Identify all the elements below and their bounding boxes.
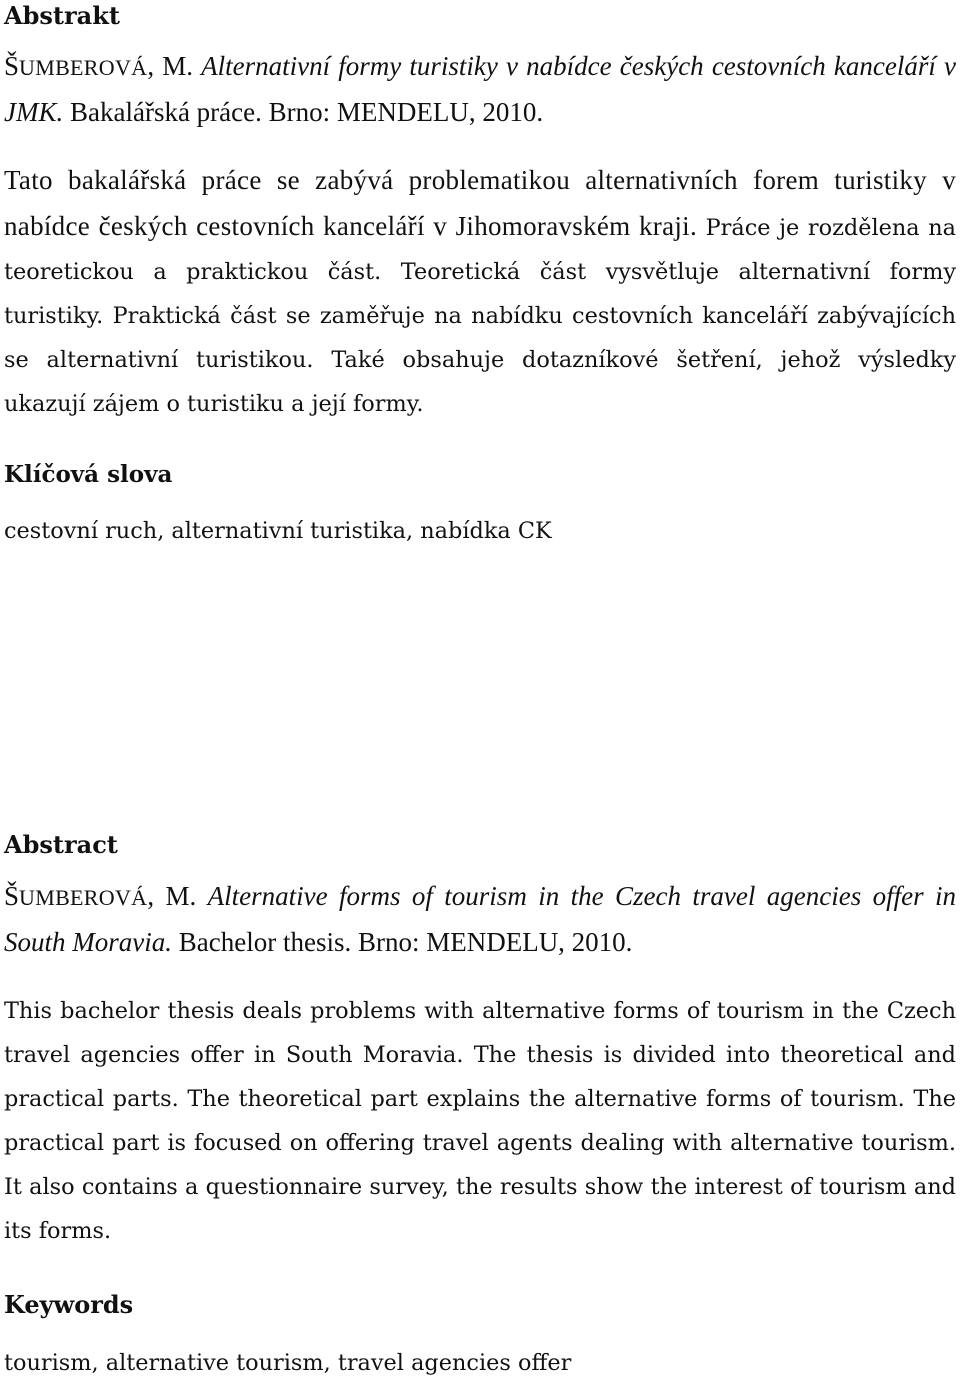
czech-citation-tail: Bakalářská práce. Brno: MENDELU, 2010. bbox=[63, 97, 544, 127]
czech-abstract-body-rest: Práce je rozdělena na teoretickou a praktickou část. Teoretická část vysvětluje alternativní formy turistiky. Praktická část se zaměřuje na nabídku cestovních kanceláří zabývajících se alternativní turistikou. Také obsahuje dotazníkové šetření, jehož výsledky ukazují zájem o turistiku a její formy. bbox=[4, 215, 956, 417]
english-author-smallcaps: UMBEROVÁ bbox=[19, 885, 148, 910]
czech-citation bbox=[4, 44, 956, 134]
czech-keywords: cestovní ruch, alternativní turistika, nabídka CK bbox=[4, 518, 552, 544]
english-citation bbox=[4, 874, 956, 964]
english-author-lead: Š bbox=[4, 881, 20, 911]
english-thesis-title: Alternative forms of tourism in the Czech travel agencies offer in South Moravia. bbox=[4, 881, 956, 957]
czech-thesis-title: Alternativní formy turistiky v nabídce českých cestovních kanceláří v JMK. bbox=[4, 51, 956, 127]
czech-author-lead: Š bbox=[4, 51, 20, 81]
english-abstract-heading: Abstract bbox=[4, 830, 118, 859]
czech-author-suffix: , M. bbox=[147, 51, 202, 81]
english-citation-tail: Bachelor thesis. Brno: MENDELU, 2010. bbox=[172, 927, 633, 957]
czech-abstract-body-serif: Tato bakalářská práce se zabývá problematikou alternativních forem turistiky v nabídce českých cestovních kanceláří v Jihomoravském kraji. bbox=[4, 165, 956, 241]
english-abstract-body: This bachelor thesis deals problems with alternative forms of tourism in the Czech travel agencies offer in South Moravia. The thesis is divided into theoretical and practical parts. The theoretical part explains the alternative forms of tourism. The practical part is focused on offering travel agents dealing with alternative tourism. It also contains a questionnaire survey, the results show the interest of tourism and its forms. bbox=[4, 998, 956, 1244]
english-keywords: tourism, alternative tourism, travel agencies offer bbox=[4, 1350, 572, 1376]
czech-keywords-heading: Klíčová slova bbox=[4, 461, 173, 488]
czech-abstract-heading: Abstrakt bbox=[4, 1, 120, 30]
english-keywords-heading: Keywords bbox=[4, 1290, 134, 1319]
english-author-suffix: , M. bbox=[147, 881, 208, 911]
czech-abstract-body bbox=[4, 158, 956, 426]
czech-author-smallcaps: UMBEROVÁ bbox=[19, 55, 148, 80]
